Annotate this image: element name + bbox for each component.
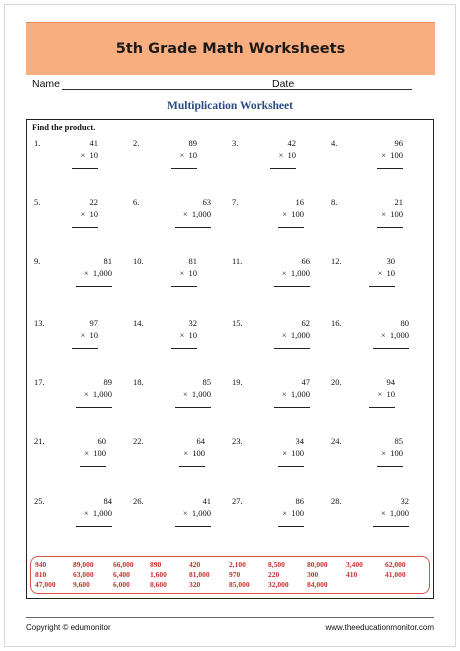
problem-number: 25. <box>34 496 45 506</box>
answer-value: 1,600 <box>150 570 167 579</box>
answer-line[interactable] <box>274 407 310 408</box>
answer-value: 8,600 <box>150 580 167 589</box>
answer-line[interactable] <box>76 526 112 527</box>
answer-value: 8,500 <box>268 560 285 569</box>
problem-multiplicand: 89 <box>188 138 197 148</box>
answer-value: 47,000 <box>35 580 56 589</box>
problem-number: 15. <box>232 318 243 328</box>
answer-line[interactable] <box>175 526 211 527</box>
answer-line[interactable] <box>377 227 403 228</box>
answer-line[interactable] <box>270 168 296 169</box>
problem-multiplicand: 60 <box>97 436 106 446</box>
answer-value: 81,000 <box>189 570 210 579</box>
problem-number: 3. <box>232 138 239 148</box>
answer-value: 940 <box>35 560 47 569</box>
date-field[interactable] <box>296 89 412 90</box>
problem-multiplier: × 10 <box>377 389 395 399</box>
answer-line[interactable] <box>369 286 395 287</box>
problem-multiplicand: 84 <box>103 496 112 506</box>
problem-number: 7. <box>232 197 239 207</box>
answer-value: 89,000 <box>73 560 94 569</box>
problem-item <box>232 256 310 296</box>
problem-multiplicand: 96 <box>394 138 403 148</box>
problem-item <box>331 197 403 237</box>
answer-line[interactable] <box>373 526 409 527</box>
answer-value: 66,000 <box>113 560 134 569</box>
problem-item <box>232 318 310 358</box>
name-date-row <box>32 78 412 92</box>
answer-value: 300 <box>307 570 319 579</box>
problem-multiplier: × 100 <box>282 209 304 219</box>
answer-value: 41,000 <box>385 570 406 579</box>
answer-line[interactable] <box>278 466 304 467</box>
problem-item <box>133 377 211 417</box>
answer-line[interactable] <box>373 348 409 349</box>
problem-multiplier: × 100 <box>381 448 403 458</box>
problem-item <box>232 496 304 536</box>
problem-multiplier: × 1,000 <box>380 508 409 518</box>
problem-number: 9. <box>34 256 41 266</box>
answer-line[interactable] <box>72 227 98 228</box>
header-band <box>26 22 435 75</box>
name-label: Name <box>32 78 61 90</box>
problem-number: 1. <box>34 138 41 148</box>
problem-number: 16. <box>331 318 342 328</box>
problem-multiplicand: 42 <box>287 138 296 148</box>
problem-multiplier: × 1,000 <box>83 268 112 278</box>
problem-number: 17. <box>34 377 45 387</box>
problem-multiplicand: 63 <box>202 197 211 207</box>
problem-multiplicand: 94 <box>386 377 395 387</box>
answer-line[interactable] <box>171 286 197 287</box>
footer-website: www.theeducationmonitor.com <box>325 623 434 632</box>
problem-multiplier: × 1,000 <box>83 389 112 399</box>
problem-number: 18. <box>133 377 144 387</box>
problem-multiplier: × 1,000 <box>281 389 310 399</box>
problem-multiplier: × 100 <box>381 150 403 160</box>
problem-multiplicand: 22 <box>89 197 98 207</box>
problem-number: 2. <box>133 138 140 148</box>
problem-multiplicand: 16 <box>295 197 304 207</box>
problem-item <box>331 256 395 296</box>
problem-item <box>34 377 112 417</box>
problem-item <box>331 138 403 178</box>
problem-multiplier: × 10 <box>377 268 395 278</box>
answer-value: 320 <box>189 580 201 589</box>
problem-item <box>133 138 197 178</box>
problem-number: 21. <box>34 436 45 446</box>
problem-item <box>34 436 106 476</box>
answer-line[interactable] <box>175 227 211 228</box>
problem-number: 12. <box>331 256 342 266</box>
answer-value: 6,400 <box>113 570 130 579</box>
answer-value: 80,000 <box>307 560 328 569</box>
problem-multiplier: × 100 <box>282 508 304 518</box>
problem-number: 28. <box>331 496 342 506</box>
problem-multiplier: × 100 <box>282 448 304 458</box>
problem-multiplicand: 81 <box>103 256 112 266</box>
problem-multiplicand: 86 <box>295 496 304 506</box>
answer-line[interactable] <box>76 407 112 408</box>
answer-line[interactable] <box>179 466 205 467</box>
date-label: Date <box>272 78 295 90</box>
problem-item <box>331 318 409 358</box>
answer-value: 32,000 <box>268 580 289 589</box>
problem-multiplicand: 47 <box>301 377 310 387</box>
problem-multiplier: × 100 <box>381 209 403 219</box>
problem-multiplier: × 1,000 <box>281 268 310 278</box>
answer-line[interactable] <box>369 407 395 408</box>
problem-multiplier: × 1,000 <box>281 330 310 340</box>
answer-line[interactable] <box>274 286 310 287</box>
problem-multiplicand: 85 <box>202 377 211 387</box>
problem-item <box>34 256 112 296</box>
problem-number: 13. <box>34 318 45 328</box>
problem-multiplicand: 41 <box>89 138 98 148</box>
problem-item <box>331 377 395 417</box>
problem-number: 6. <box>133 197 140 207</box>
problem-multiplier: × 1,000 <box>182 508 211 518</box>
problem-multiplier: × 1,000 <box>182 389 211 399</box>
problem-number: 24. <box>331 436 342 446</box>
answer-value: 62,000 <box>385 560 406 569</box>
problem-multiplicand: 64 <box>196 436 205 446</box>
answer-value: 890 <box>150 560 162 569</box>
problem-multiplier: × 1,000 <box>380 330 409 340</box>
problem-item <box>232 436 304 476</box>
problem-multiplicand: 80 <box>400 318 409 328</box>
problem-number: 20. <box>331 377 342 387</box>
answer-value: 970 <box>229 570 241 579</box>
problem-item <box>133 256 197 296</box>
problem-multiplier: × 10 <box>179 150 197 160</box>
footer-copyright: Copyright © edumonitor <box>26 623 111 632</box>
answer-line[interactable] <box>377 466 403 467</box>
problem-item <box>232 197 304 237</box>
problem-multiplier: × 1,000 <box>83 508 112 518</box>
answer-value: 6,000 <box>113 580 130 589</box>
problem-item <box>133 436 205 476</box>
problem-multiplier: × 10 <box>278 150 296 160</box>
answer-value: 63,000 <box>73 570 94 579</box>
problem-multiplier: × 100 <box>84 448 106 458</box>
answer-value: 3,400 <box>346 560 363 569</box>
answer-line[interactable] <box>278 227 304 228</box>
name-field[interactable] <box>62 89 300 90</box>
answer-line[interactable] <box>76 286 112 287</box>
problem-number: 22. <box>133 436 144 446</box>
problem-item <box>331 496 409 536</box>
instructions: Find the product. <box>32 122 96 132</box>
problem-item <box>133 318 197 358</box>
problem-number: 11. <box>232 256 243 266</box>
problem-multiplier: × 10 <box>80 209 98 219</box>
answer-value: 2,100 <box>229 560 246 569</box>
problem-item <box>34 138 98 178</box>
problem-number: 5. <box>34 197 41 207</box>
answer-line[interactable] <box>72 168 98 169</box>
answer-line[interactable] <box>278 526 304 527</box>
problem-number: 27. <box>232 496 243 506</box>
problem-number: 10. <box>133 256 144 266</box>
problem-multiplier: × 10 <box>80 330 98 340</box>
problem-item <box>34 318 98 358</box>
answer-line[interactable] <box>80 466 106 467</box>
answer-line[interactable] <box>377 168 403 169</box>
problem-multiplicand: 66 <box>301 256 310 266</box>
worksheet-subtitle: Multiplication Worksheet <box>167 100 293 112</box>
page-title: 5th Grade Math Worksheets <box>115 41 346 57</box>
problem-multiplier: × 10 <box>80 150 98 160</box>
problem-multiplicand: 62 <box>301 318 310 328</box>
answer-value: 85,000 <box>229 580 250 589</box>
problem-number: 26. <box>133 496 144 506</box>
problem-item <box>34 496 112 536</box>
problem-multiplier: × 1,000 <box>182 209 211 219</box>
answer-value: 410 <box>346 570 358 579</box>
answer-key-box <box>30 556 430 594</box>
answer-value: 220 <box>268 570 280 579</box>
problem-multiplier: × 10 <box>179 268 197 278</box>
problem-multiplicand: 85 <box>394 436 403 446</box>
problem-number: 19. <box>232 377 243 387</box>
answer-value: 810 <box>35 570 47 579</box>
problem-multiplier: × 10 <box>179 330 197 340</box>
answer-line[interactable] <box>274 348 310 349</box>
problem-multiplicand: 97 <box>89 318 98 328</box>
problem-multiplicand: 81 <box>188 256 197 266</box>
problem-multiplicand: 32 <box>400 496 409 506</box>
problem-item <box>232 138 296 178</box>
answer-value: 84,000 <box>307 580 328 589</box>
answer-line[interactable] <box>171 348 197 349</box>
problem-multiplicand: 32 <box>188 318 197 328</box>
answer-value: 9,600 <box>73 580 90 589</box>
problem-item <box>133 496 211 536</box>
problem-number: 8. <box>331 197 338 207</box>
problem-multiplicand: 21 <box>394 197 403 207</box>
problem-item <box>232 377 310 417</box>
problem-number: 4. <box>331 138 338 148</box>
problem-item <box>331 436 403 476</box>
answer-line[interactable] <box>175 407 211 408</box>
answer-line[interactable] <box>171 168 197 169</box>
problem-number: 23. <box>232 436 243 446</box>
problem-multiplicand: 41 <box>202 496 211 506</box>
problem-multiplicand: 89 <box>103 377 112 387</box>
answer-line[interactable] <box>72 348 98 349</box>
answer-value: 420 <box>189 560 201 569</box>
problem-multiplicand: 34 <box>295 436 304 446</box>
footer-divider <box>26 617 434 618</box>
problem-multiplier: × 100 <box>183 448 205 458</box>
problem-multiplicand: 30 <box>386 256 395 266</box>
problem-item <box>133 197 211 237</box>
problem-item <box>34 197 98 237</box>
problem-number: 14. <box>133 318 144 328</box>
